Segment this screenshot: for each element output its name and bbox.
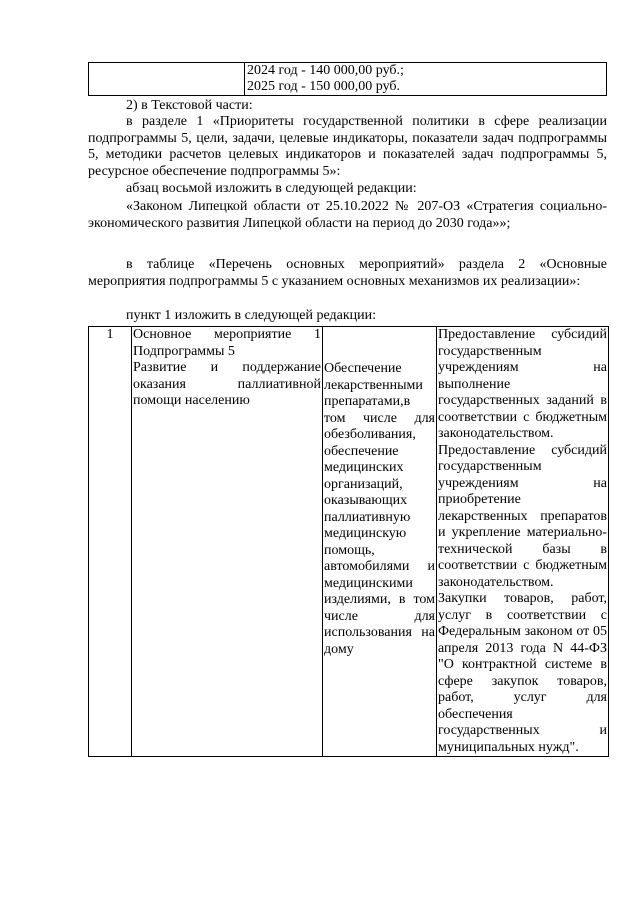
paragraph-abzac: абзац восьмой изложить в следующей редакции:: [126, 181, 417, 196]
main-event-subprogram: Подпрограммы 5: [133, 343, 235, 359]
provision-cell: [323, 327, 437, 757]
mechanism-subsidy-tasks: Предоставление субсидий государственным учреждениям на выполнение государственных заданий в соответствии с бюджетным законодательством.: [438, 327, 607, 441]
budget-line-2024: 2024 год - 140 000,00 руб.;: [247, 63, 404, 78]
paragraph-law: «Законом Липецкой области от 25.10.2022 № 207-ОЗ «Стратегия социально-экономического развития Липецкой области на период до 2030 года»»;: [88, 199, 607, 231]
empty-cell: [89, 63, 245, 96]
paragraph-punkt: пункт 1 изложить в следующей редакции:: [126, 308, 376, 323]
events-table: [88, 326, 609, 757]
mechanism-cell: [437, 327, 609, 757]
paragraph-text-part: 2) в Текстовой части:: [126, 98, 253, 113]
row-number: 1: [89, 327, 132, 757]
paragraph-section-1: в разделе 1 «Приоритеты государственной политики в сфере реализации подпрограммы 5, цели, задачи, целевые индикаторы, показатели задач подпрограммы 5, методики расчетов целевых индикаторов и показателей задач подпрограммы 5, ресурсное обеспечение подпрограммы 5»:: [88, 114, 607, 179]
table-row: [89, 63, 607, 96]
main-event-title: Основное мероприятие 1: [133, 327, 321, 342]
mechanism-subsidy-drugs: Предоставление субсидий государственным учреждениям на приобретение лекарственных препаратов и укрепление материально-технической базы в соответствии с бюджетным законодательством.: [438, 442, 607, 590]
mechanism-procurement: Закупки товаров, работ, услуг в соответствии с Федеральным законом от 05 апреля 2013 года N 44-ФЗ "О контрактной системе в сфере закупок товаров, работ, услуг для обеспечения государственных и муниципальных нужд".: [438, 591, 607, 755]
provision-text: Обеспечение лекарственными препаратами,в том числе для обезболивания, обеспечение медицинских организаций, оказывающих паллиативную медицинскую помощь, автомобилями и медицинскими изделиями, в том числе для использования на дому: [324, 361, 435, 657]
budget-table: [88, 62, 607, 96]
main-event-description: Развитие и поддержание оказания паллиативной помощи населению: [133, 360, 321, 408]
main-event-cell: [132, 327, 323, 757]
table-row: [89, 327, 609, 757]
paragraph-table-ref: в таблице «Перечень основных мероприятий» раздела 2 «Основные мероприятия подпрограммы 5 с указанием основных механизмов их реализации»:: [88, 257, 607, 289]
budget-line-2025: 2025 год - 150 000,00 руб.: [247, 79, 401, 94]
budget-cell: [245, 63, 607, 96]
